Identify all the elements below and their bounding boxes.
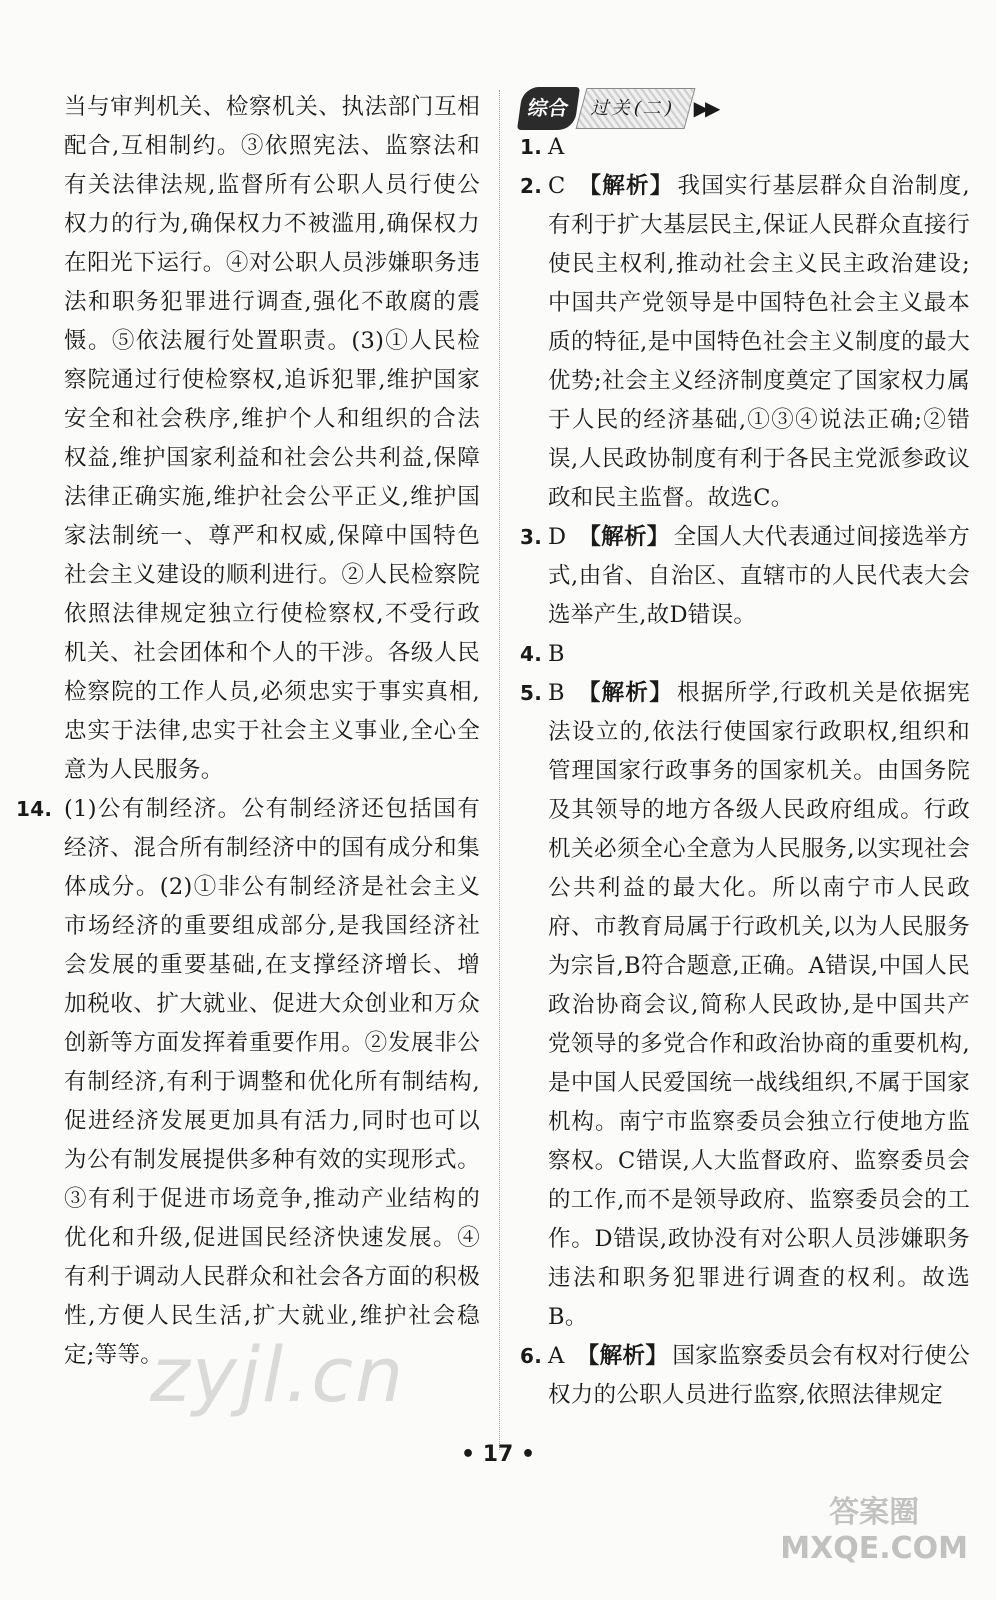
answer-text: (1)公有制经济。公有制经济还包括国有经济、混合所有制经济中的国有成分和集体成分。(2)①非公有制经济是社会主义市场经济的重要组成部分,是我国经济社会发展的重要基础,在支撑经济增长、增加税收、扩大就业、促进大众创业和万众创新等方面发挥着重要作用。②发展非公有制经济,有利于调整和优化所有制结构,促进经济发展更加具有活力,同时也可以为公有制发展提供多种有效的实现形式。③有利于促进市场竞争,推动产业结构的优化和升级,促进国民经济快速发展。④有利于调动人民群众和社会各方面的积极性,方便人民生活,扩大就业,维护社会稳定;等等。 — [64, 796, 480, 1368]
question-number: 6. — [520, 1344, 543, 1368]
answer-item — [520, 1337, 970, 1415]
question-number: 14. — [16, 797, 53, 821]
q13-continuation: 当与审判机关、检察机关、执法部门互相配合,互相制约。③依照宪法、监察法和有关法律法规,监督所有公职人员行使公权力的行为,确保权力不被滥用,确保权力在阳光下运行。④对公职人员涉嫌职务违法和职务犯罪进行调查,强化不敢腐的震慑。⑤依法履行处置职责。(3)①人民检察院通过行使检察权,追诉犯罪,维护国家安全和社会秩序,维护个人和组织的合法权益,维护国家利益和社会公共利益,保障法律正确实施,维护社会公平正义,维护国家法制统一、尊严和权威,保障中国特色社会主义建设的顺利进行。②人民检察院依照法律规定独立行使检察权,不受行政机关、社会团体和个人的干涉。各级人民检察院的工作人员,必须忠实于事实真相,忠实于法律,忠实于社会主义事业,全心全意为人民服务。 — [64, 94, 480, 783]
answer-letter: B — [548, 680, 565, 706]
answer-letter: A — [548, 134, 565, 160]
answer-item — [520, 128, 970, 167]
column-divider — [499, 90, 500, 1450]
answer-item — [520, 518, 970, 635]
question-number: 5. — [520, 681, 543, 705]
section-banner: 过关(二) — [575, 88, 695, 129]
analysis-tag: 【解析】 — [577, 173, 674, 199]
analysis-text: 我国实行基层群众自治制度,有利于扩大基层民主,保证人民群众直接行使民主权利,推动社会主义民主政治建设;中国共产党领导是中国特色社会主义最本质的特征,是中国特色社会主义制度的最大优势;社会主义经济制度奠定了国家权力属于人民的经济基础,①③④说法正确;②错误,人民政协制度有利于各民主党派参政议政和民主监督。故选C。 — [548, 173, 971, 511]
analysis-text: 根据所学,行政机关是依据宪法设立的,依法行使国家行政职权,组织和管理国家行政事务的国家机关。由国务院及其领导的地方各级人民政府组成。行政机关必须全心全意为人民服务,以实现社会公共利益的最大化。所以南宁市人民政府、市教育局属于行政机关,以为人民服务为宗旨,B符合题意,正确。A错误,中国人民政治协商会议,简称人民政协,是中国共产党领导的多党合作和政治协商的重要机构,是中国人民爱国统一战线组织,不属于国家机构。南宁市监察委员会独立行使地方监察权。C错误,人大监督政府、监察委员会的工作,而不是领导政府、监察委员会的工作。D错误,政协没有对公职人员涉嫌职务违法和职务犯罪进行调查的权利。故选B。 — [548, 680, 970, 1330]
answer-letter: D — [548, 524, 567, 550]
watermark: zyjl.cn — [150, 1330, 406, 1419]
corner-watermark-line2: MXQE.COM — [780, 1531, 968, 1566]
left-column — [16, 88, 480, 1375]
corner-watermark-line1: 答案圈 — [829, 1495, 920, 1530]
answer-item — [520, 167, 970, 518]
analysis-text: 国家监察委员会有权对行使公权力的公职人员进行监察,依照法律规定 — [548, 1343, 971, 1408]
analysis-tag: 【解析】 — [576, 1343, 669, 1369]
section-header — [520, 88, 970, 128]
question-number: 1. — [520, 135, 543, 159]
right-column — [520, 88, 970, 1415]
question-number: 4. — [520, 642, 543, 666]
answer-item — [520, 674, 970, 1337]
answer-letter: B — [548, 641, 565, 667]
answer-letter: C — [548, 173, 566, 199]
corner-watermark — [780, 1495, 968, 1567]
arrows-icon: ▶▶ — [693, 95, 717, 120]
analysis-tag: 【解析】 — [578, 524, 670, 550]
question-number: 2. — [520, 174, 543, 198]
answer-item — [520, 635, 970, 674]
question-14 — [16, 790, 480, 1375]
analysis-tag: 【解析】 — [576, 680, 674, 706]
analysis-text: 全国人大代表通过间接选举方式,由省、自治区、直辖市的人民代表大会选举产生,故D错误。 — [548, 524, 970, 628]
answer-letter: A — [548, 1343, 565, 1369]
page-number: • 17 • — [460, 1442, 536, 1467]
section-badge: 综合 — [517, 87, 580, 130]
question-number: 3. — [520, 525, 543, 549]
